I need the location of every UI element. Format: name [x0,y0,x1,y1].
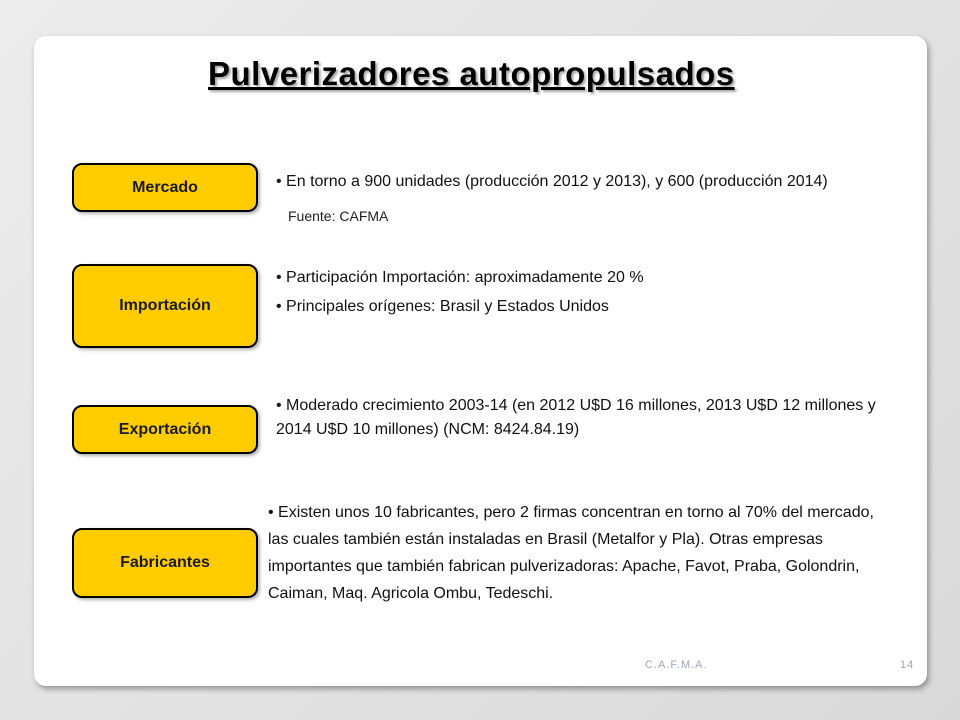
mercado-text: • En torno a 900 unidades (producción 2012 y 2013), y 600 (producción 2014) [276,173,828,190]
importacion-box: Importación [72,264,258,348]
mercado-box: Mercado [72,163,258,212]
importacion-text-2: • Principales orígenes: Brasil y Estados Unidos [276,298,609,315]
fabricantes-box: Fabricantes [72,528,258,598]
importacion-text-1: • Participación Importación: aproximadamente 20 % [276,269,644,286]
mercado-source: Fuente: CAFMA [288,208,389,224]
footer-org: C.A.F.M.A. [645,659,708,671]
fabricantes-text: • Existen unos 10 fabricantes, pero 2 firmas concentran en torno al 70% del mercado, las cuales también están instaladas en Brasil (Metalfor y Pla). Otras empresas importantes que también fabrican pulverizadoras: Apache, Favot, Praba, Golondrin, Caiman, Maq. Agricola Ombu, Tedeschi. [268,504,874,602]
slide-title: Pulverizadores autopropulsados [208,55,735,92]
page-number: 14 [900,659,915,671]
exportacion-box: Exportación [72,405,258,454]
exportacion-text: • Moderado crecimiento 2003-14 (en 2012 U$D 16 millones, 2013 U$D 12 millones y 2014 U$D 10 millones) (NCM: 8424.84.19) [276,397,876,438]
